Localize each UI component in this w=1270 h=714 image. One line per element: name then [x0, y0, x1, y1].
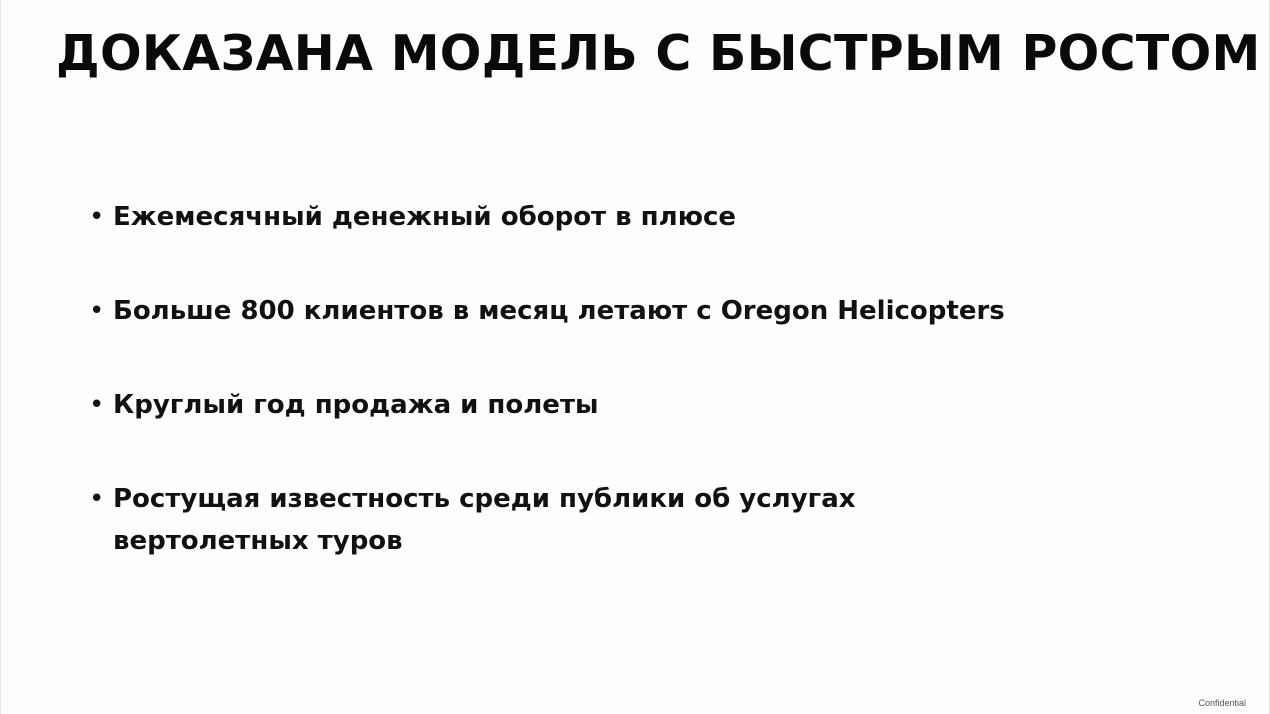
slide-title: ДОКАЗАНА МОДЕЛЬ С БЫСТРЫМ РОСТОМ — [56, 25, 1261, 82]
bullet-dot-icon: • — [89, 296, 105, 326]
bullet-text: Ростущая известность среди публики об услугах вертолетных туров — [113, 484, 856, 556]
bullet-item-year-round — [89, 384, 1069, 426]
confidential-label: Confidential — [1198, 698, 1246, 708]
bullet-dot-icon: • — [89, 390, 105, 420]
bullet-dot-icon: • — [89, 202, 105, 232]
bullet-item-customers — [89, 290, 1069, 332]
bullet-dot-icon: • — [89, 484, 105, 514]
bullet-list — [89, 196, 1069, 562]
bullet-item-awareness — [89, 478, 1069, 562]
bullet-text: Ежемесячный денежный оборот в плюсе — [113, 202, 737, 232]
bullet-text: Круглый год продажа и полеты — [113, 390, 599, 420]
bullet-text: Больше 800 клиентов в месяц летают с Oregon Helicopters — [113, 296, 1005, 326]
bullet-item-cashflow — [89, 196, 1069, 238]
